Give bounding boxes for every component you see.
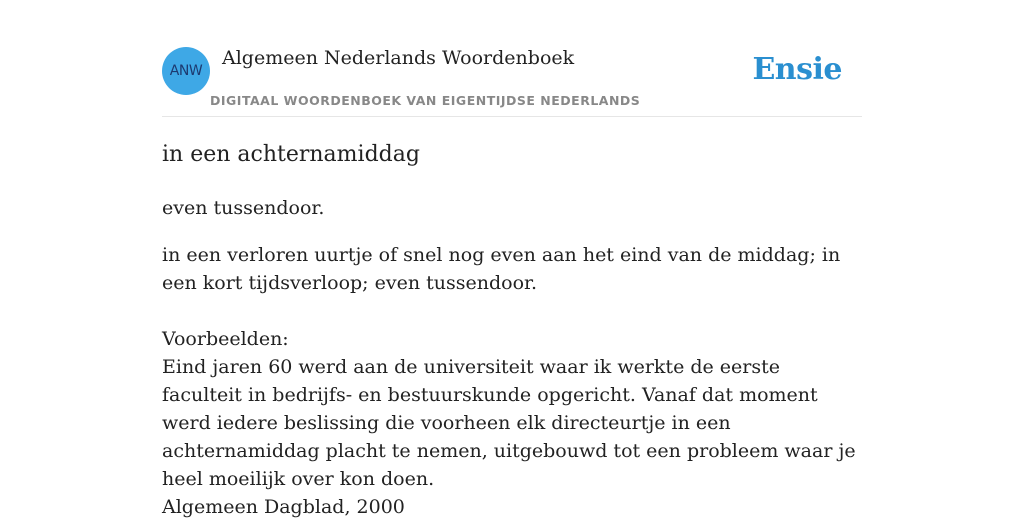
- entry-term: in een achternamiddag: [162, 142, 420, 167]
- ensie-brand-logo[interactable]: Ensie: [752, 52, 842, 87]
- logo-text: ANW: [169, 63, 203, 79]
- definition-text: in een verloren uurtje of snel nog even aan het eind van de middag; in een kort tijdsverloop; even tussendoor.: [162, 244, 841, 294]
- source-subtitle: DIGITAAL WOORDENBOEK VAN EIGENTIJDSE NEDERLANDS: [210, 93, 641, 108]
- page-header: [162, 44, 862, 117]
- short-definition: even tussendoor.: [162, 197, 325, 219]
- example-source: Algemeen Dagblad, 2000: [162, 496, 405, 518]
- examples-section: [162, 325, 862, 521]
- examples-heading: Voorbeelden:: [162, 328, 289, 350]
- anw-logo[interactable]: [162, 47, 210, 95]
- example-text: Eind jaren 60 werd aan de universiteit waar ik werkte de eerste faculteit in bedrijfs- en bestuurskunde opgericht. Vanaf dat moment werd iedere beslissing die voorheen elk directeurtje in een achternamiddag placht te nemen, uitgebouwd tot een probleem waar je heel moeilijk over kon doen.: [162, 356, 856, 490]
- source-title[interactable]: Algemeen Nederlands Woordenboek: [222, 47, 575, 69]
- entry-content: [162, 140, 862, 521]
